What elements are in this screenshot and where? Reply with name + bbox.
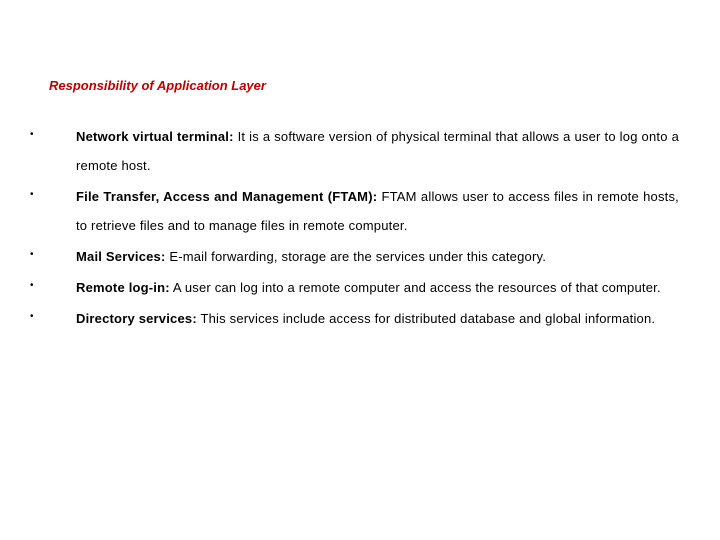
item-description: FTAM allows user to access files in remote hosts, to retrieve files and to manage files in remote computer. (76, 189, 679, 233)
item-term: Directory services: (76, 311, 197, 326)
list-item (30, 242, 679, 271)
slide-title: Responsibility of Application Layer (49, 78, 266, 93)
list-item (30, 122, 679, 180)
item-text (76, 304, 679, 333)
item-description: E-mail forwarding, storage are the services under this category. (165, 249, 547, 264)
item-text (76, 182, 679, 240)
item-text (76, 273, 679, 302)
item-term: Network virtual terminal: (76, 129, 234, 144)
item-text (76, 122, 679, 180)
item-term: Mail Services: (76, 249, 166, 264)
bullet-icon: • (30, 280, 34, 291)
bullet-icon: • (30, 311, 34, 322)
item-description: This services include access for distributed database and global information. (196, 311, 656, 326)
item-description: A user can log into a remote computer and access the resources of that computer. (169, 280, 661, 295)
bullet-icon: • (30, 129, 34, 140)
item-text (76, 242, 679, 271)
bullet-icon: • (30, 249, 34, 260)
bullet-icon: • (30, 189, 34, 200)
list-item (30, 273, 679, 302)
bullet-list (30, 122, 690, 333)
item-description: It is a software version of physical terminal that allows a user to log onto a remote host. (76, 129, 679, 173)
list-item (30, 304, 679, 333)
list-item (30, 182, 679, 240)
item-term: Remote log-in: (76, 280, 170, 295)
item-term: File Transfer, Access and Management (FTAM): (76, 189, 378, 204)
